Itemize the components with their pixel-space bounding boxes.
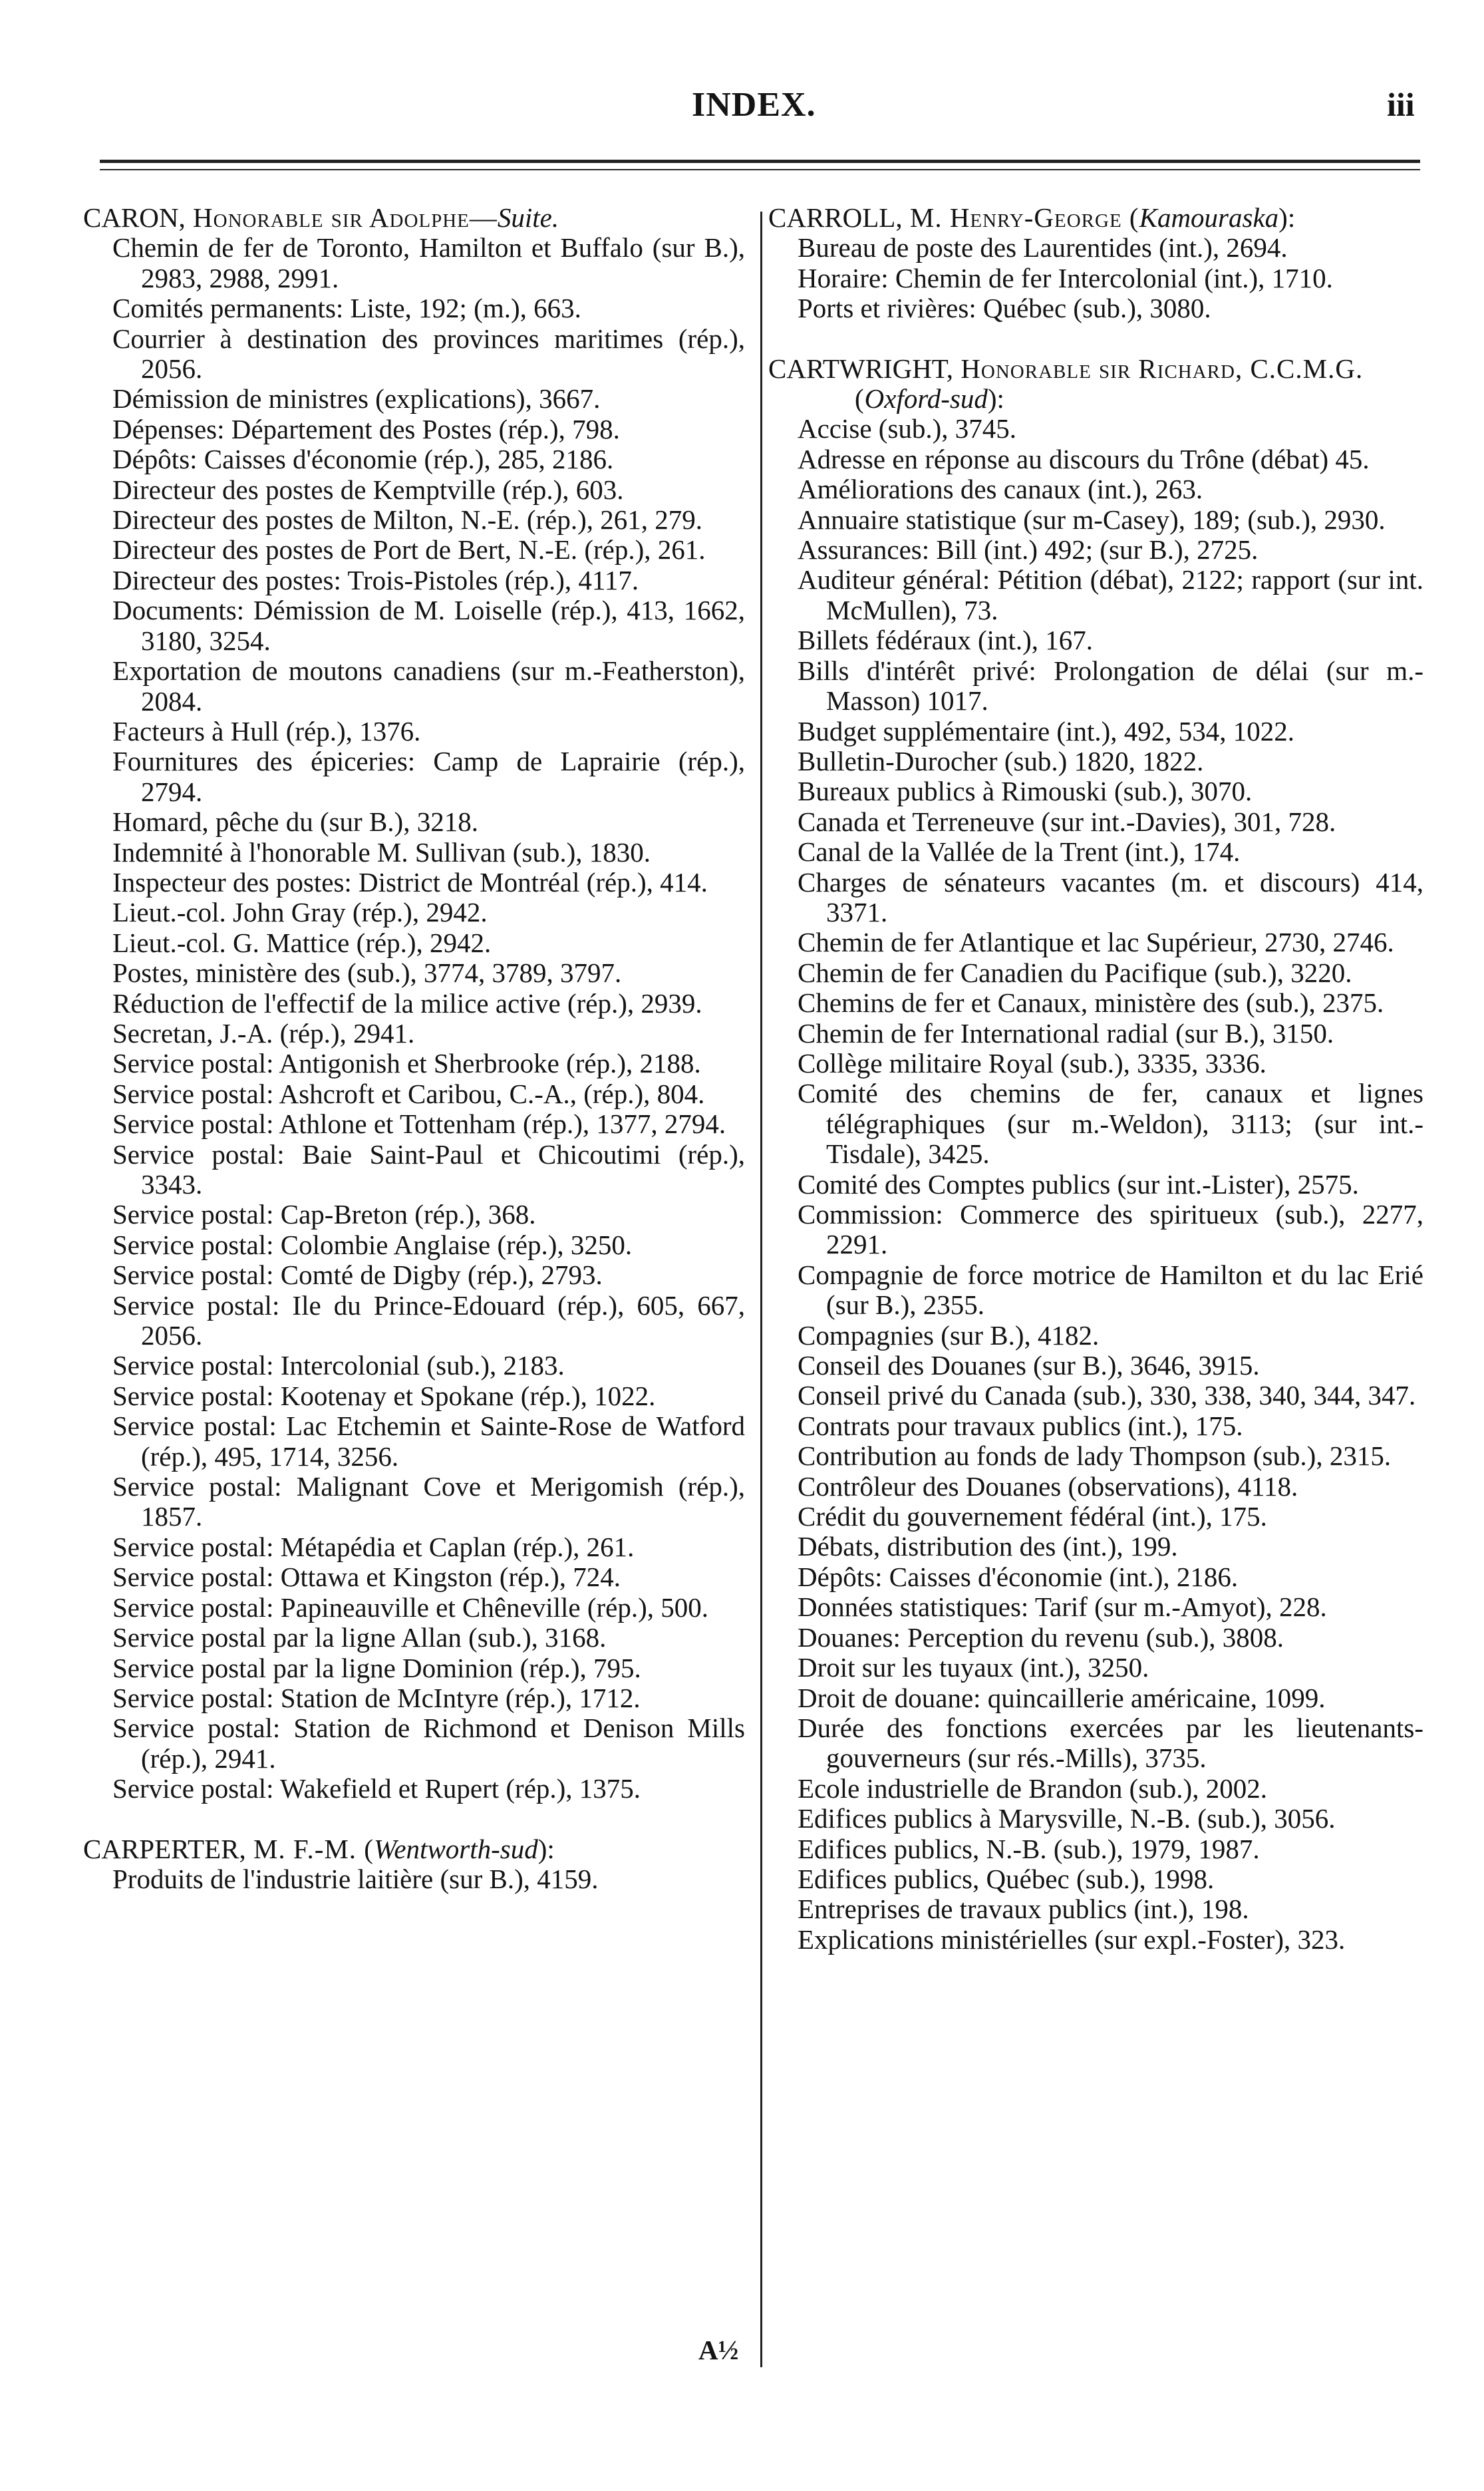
index-entry: Inspecteur des postes: District de Montréal (rép.), 414.: [112, 866, 708, 898]
index-entry: Crédit du gouvernement fédéral (int.), 175.: [798, 1501, 1267, 1532]
index-entry: Explications ministérielles (sur expl.-Foster), 323.: [798, 1923, 1346, 1955]
heading-name: CARTWRIGHT,: [768, 353, 954, 384]
section-heading: [83, 1834, 745, 1864]
heading-name: CARON,: [83, 202, 186, 233]
index-entry: Compagnies (sur B.), 4182.: [798, 1319, 1100, 1351]
index-entry: Chemins de fer et Canaux, ministère des (sub.), 2375.: [798, 987, 1384, 1019]
index-entry: Facteurs à Hull (rép.), 1376.: [112, 715, 421, 747]
index-entry: Documents: Démission de M. Loiselle (rép.), 413, 1662, 3180, 3254.: [112, 595, 745, 656]
index-entry: Chemin de fer de Toronto, Hamilton et Buffalo (sur B.), 2983, 2988, 2991.: [112, 232, 745, 293]
index-entry: Homard, pêche du (sur B.), 3218.: [112, 806, 478, 838]
index-entry: Bureau de poste des Laurentides (int.), 2694.: [798, 232, 1288, 263]
heading-end: ):: [537, 1833, 555, 1864]
index-entry: Edifices publics, Québec (sub.), 1998.: [798, 1863, 1215, 1894]
index-entry: Réduction de l'effectif de la milice active (rép.), 2939.: [112, 987, 702, 1019]
heading-title: Honorable sir Richard, C.C.M.G. (: [855, 353, 1364, 415]
index-entry: Edifices publics à Marysville, N.-B. (sub.), 3056.: [798, 1803, 1336, 1834]
index-entry: Chemin de fer International radial (sur B.), 3150.: [798, 1017, 1334, 1049]
index-entry: Courrier à destination des provinces maritimes (rép.), 2056.: [112, 323, 745, 385]
page-title: INDEX.: [692, 86, 816, 124]
heading-constituency: Oxford-sud: [864, 383, 988, 415]
index-entry: Budget supplémentaire (int.), 492, 534, 1022.: [798, 715, 1294, 747]
index-entry: Charges de sénateurs vacantes (m. et discours) 414, 3371.: [798, 866, 1423, 927]
index-entry: Dépôts: Caisses d'économie (rép.), 285, 2186.: [112, 444, 614, 475]
index-entry: Exportation de moutons canadiens (sur m.-Featherston), 2084.: [112, 655, 745, 717]
index-entry: Contribution au fonds de lady Thompson (sub.), 2315.: [798, 1440, 1392, 1472]
index-entry: Débats, distribution des (int.), 199.: [798, 1531, 1178, 1562]
heading-end: ):: [1278, 202, 1296, 233]
index-entry: Service postal: Ashcroft et Caribou, C.-A., (rép.), 804.: [112, 1078, 705, 1109]
index-entry: Chemin de fer Canadien du Pacifique (sub.), 3220.: [798, 957, 1352, 988]
index-entry: Commission: Commerce des spiritueux (sub.), 2277, 2291.: [798, 1199, 1423, 1260]
index-entry: Comités permanents: Liste, 192; (m.), 663.: [112, 293, 581, 324]
index-entry: Directeur des postes de Port de Bert, N.-E. (rép.), 261.: [112, 534, 706, 566]
right-column: [768, 203, 1423, 1955]
page-number: iii: [1387, 86, 1415, 123]
index-entry: Entreprises de travaux publics (int.), 198.: [798, 1894, 1249, 1925]
index-entry: Lieut.-col. John Gray (rép.), 2942.: [112, 897, 488, 928]
index-entry: Adresse en réponse au discours du Trône (débat) 45.: [798, 443, 1370, 474]
index-entry: Billets fédéraux (int.), 167.: [798, 625, 1094, 656]
index-entry: Bulletin-Durocher (sub.) 1820, 1822.: [798, 745, 1204, 776]
heading-constituency: Wentworth-sud: [373, 1833, 538, 1864]
header-rule-thick: [100, 160, 1420, 163]
index-entry: Service postal: Baie Saint-Paul et Chicoutimi (rép.), 3343.: [112, 1138, 745, 1200]
index-entry: Conseil privé du Canada (sub.), 330, 338, 340, 344, 347.: [798, 1380, 1416, 1411]
header-rule-thin: [100, 169, 1420, 170]
index-entry: Fournitures des épiceries: Camp de Laprairie (rép.), 2794.: [112, 746, 745, 807]
index-entry: Accise (sub.), 3745.: [798, 413, 1017, 444]
index-entry: Droit de douane: quincaillerie américaine, 1099.: [798, 1682, 1326, 1713]
index-entry: Durée des fonctions exercées par les lieutenants-gouverneurs (sur rés.-Mills), 3735.: [798, 1712, 1423, 1774]
index-entry: Service postal: Métapédia et Caplan (rép.), 261.: [112, 1531, 635, 1562]
heading-name: CARPERTER,: [83, 1833, 246, 1864]
heading-title: Honorable sir Adolphe—: [185, 202, 498, 233]
index-entry: Service postal: Antigonish et Sherbrooke (rép.), 2188.: [112, 1048, 701, 1079]
page-header: [0, 85, 1484, 138]
index-entry: Service postal: Ile du Prince-Edouard (rép.), 605, 667, 2056.: [112, 1289, 745, 1351]
index-entry: Assurances: Bill (int.) 492; (sur B.), 2725.: [798, 534, 1259, 566]
index-entry: Service postal: Athlone et Tottenham (rép.), 1377, 2794.: [112, 1108, 726, 1140]
index-entry: Service postal: Malignant Cove et Merigomish (rép.), 1857.: [112, 1471, 745, 1532]
column-divider: [760, 212, 762, 2367]
index-entry: Améliorations des canaux (int.), 263.: [798, 474, 1203, 505]
index-entry: Annuaire statistique (sur m-Casey), 189; (sub.), 2930.: [798, 504, 1386, 535]
index-entry: Ports et rivières: Québec (sub.), 3080.: [798, 293, 1211, 324]
index-entry: Indemnité à l'honorable M. Sullivan (sub.), 1830.: [112, 836, 651, 868]
index-entry: Horaire: Chemin de fer Intercolonial (int.), 1710.: [798, 262, 1333, 293]
index-entry: Contrôleur des Douanes (observations), 4118.: [798, 1470, 1298, 1502]
index-entry: Contrats pour travaux publics (int.), 175.: [798, 1410, 1243, 1441]
index-entry: Conseil des Douanes (sur B.), 3646, 3915.: [798, 1350, 1260, 1381]
index-entry: Service postal: Colombie Anglaise (rép.), 3250.: [112, 1229, 633, 1260]
index-entry: Service postal: Kootenay et Spokane (rép.), 1022.: [112, 1380, 656, 1411]
index-entry: Postes, ministère des (sub.), 3774, 3789, 3797.: [112, 957, 622, 989]
heading-constituency: Kamouraska: [1139, 202, 1279, 233]
index-entry: Service postal: Cap-Breton (rép.), 368.: [112, 1199, 536, 1230]
index-entry: Compagnie de force motrice de Hamilton et du lac Erié (sur B.), 2355.: [798, 1259, 1423, 1321]
index-entry: Comité des Comptes publics (sur int.-Lister), 2575.: [798, 1168, 1359, 1200]
index-entry: Service postal: Intercolonial (sub.), 2183.: [112, 1350, 565, 1381]
signature-mark: A½: [698, 2335, 739, 2365]
heading-title: M. F.-M. (: [245, 1833, 374, 1864]
index-entry: Dépenses: Département des Postes (rép.), 798.: [112, 413, 620, 444]
index-entry: Service postal: Ottawa et Kingston (rép.), 724.: [112, 1562, 621, 1593]
index-entry: Bureaux publics à Rimouski (sub.), 3070.: [798, 776, 1253, 807]
index-entry: Canada et Terreneuve (sur int.-Davies), 301, 728.: [798, 806, 1336, 837]
index-entry: Secretan, J.-A. (rép.), 2941.: [112, 1017, 415, 1049]
index-entry: Produits de l'industrie laitière (sur B.), 4159.: [112, 1863, 599, 1894]
index-entry: Ecole industrielle de Brandon (sub.), 2002.: [798, 1772, 1267, 1804]
index-entry: Service postal par la ligne Allan (sub.), 3168.: [112, 1622, 607, 1653]
left-column: [83, 203, 745, 1894]
index-entry: Service postal: Station de McIntyre (rép.), 1712.: [112, 1682, 641, 1713]
index-entry: Droit sur les tuyaux (int.), 3250.: [798, 1652, 1149, 1683]
index-entry: Dépôts: Caisses d'économie (int.), 2186.: [798, 1561, 1239, 1592]
index-entry: Directeur des postes de Milton, N.-E. (rép.), 261, 279.: [112, 504, 702, 536]
index-entry: Chemin de fer Atlantique et lac Supérieur, 2730, 2746.: [798, 927, 1394, 958]
heading-constituency: Suite.: [497, 202, 559, 233]
index-entry: Service postal: Comté de Digby (rép.), 2793.: [112, 1259, 603, 1291]
section-heading: [768, 354, 1423, 415]
section-heading: [83, 203, 745, 233]
index-entry: Démission de ministres (explications), 3667.: [112, 383, 601, 415]
index-entry: Bills d'intérêt privé: Prolongation de délai (sur m.-Masson) 1017.: [798, 655, 1423, 717]
index-entry: Données statistiques: Tarif (sur m.-Amyot), 228.: [798, 1591, 1327, 1623]
index-entry: Lieut.-col. G. Mattice (rép.), 2942.: [112, 927, 492, 958]
index-entry: Service postal: Lac Etchemin et Sainte-Rose de Watford (rép.), 495, 1714, 3256.: [112, 1411, 745, 1472]
index-entry: Canal de la Vallée de la Trent (int.), 174.: [798, 836, 1241, 868]
index-entry: Directeur des postes: Trois-Pistoles (rép.), 4117.: [112, 564, 639, 595]
index-entry: Edifices publics, N.-B. (sub.), 1979, 1987.: [798, 1833, 1260, 1864]
heading-title: M. Henry-George (: [902, 202, 1139, 233]
index-entry: Douanes: Perception du revenu (sub.), 3808.: [798, 1621, 1284, 1653]
index-entry: Service postal: Wakefield et Rupert (rép.), 1375.: [112, 1773, 641, 1804]
index-entry: Auditeur général: Pétition (débat), 2122; rapport (sur int. McMullen), 73.: [798, 564, 1423, 625]
index-entry: Comité des chemins de fer, canaux et lignes télégraphiques (sur m.-Weldon), 3113; (sur int.-Tisdale), 3425.: [798, 1078, 1423, 1170]
heading-end: ):: [987, 383, 1004, 415]
index-entry: Service postal: Station de Richmond et Denison Mills (rép.), 2941.: [112, 1713, 745, 1774]
index-entry: Service postal: Papineauville et Chêneville (rép.), 500.: [112, 1591, 709, 1623]
index-entry: Directeur des postes de Kemptville (rép.), 603.: [112, 474, 624, 505]
index-entry: Service postal par la ligne Dominion (rép.), 795.: [112, 1652, 641, 1683]
section-heading: [768, 203, 1423, 233]
index-entry: Collège militaire Royal (sub.), 3335, 3336.: [798, 1047, 1266, 1079]
heading-name: CARROLL,: [768, 202, 903, 233]
